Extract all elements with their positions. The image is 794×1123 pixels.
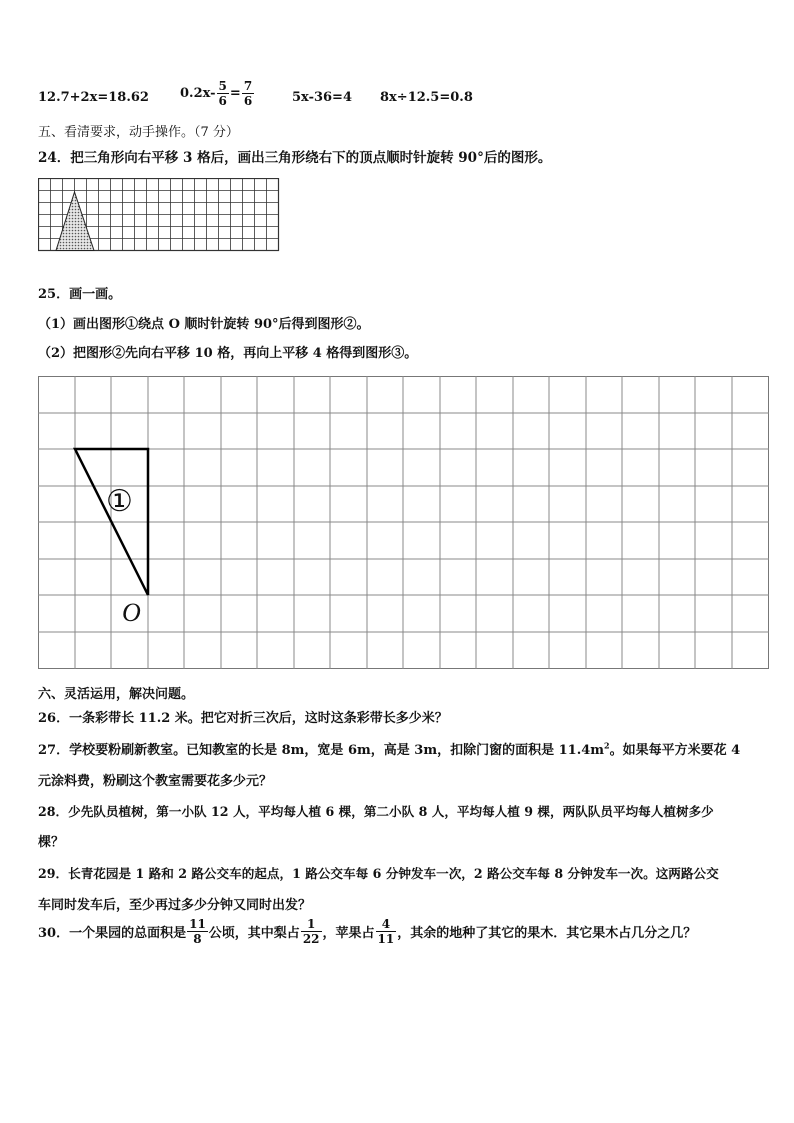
section-6-heading: 六、灵活运用，解决问题。 [38, 687, 195, 702]
question-25-title: 25．画一画。 [38, 287, 122, 302]
question-25-sub-1: （1）画出图形①绕点 O 顺时针旋转 90°后得到图形②。 [38, 317, 370, 332]
question-26-text: 26．一条彩带长 11.2 米。把它对折三次后，这时这条彩带长多少米？ [38, 711, 448, 726]
equation-1: 12.7+2x=18.62 [38, 90, 149, 105]
equation-2-fraction-1: $\frac{5}{6}$ [218, 79, 227, 108]
question-29-line-2: 车同时发车后，至少再过多少分钟又同时出发？ [38, 898, 312, 913]
section-5-heading: 五、看清要求，动手操作。（7 分） [38, 125, 239, 140]
q24-triangle [56, 192, 94, 251]
question-27-line-1: 27．学校要粉刷新教室。已知教室的长是 8m，宽是 6m，高是 3m，扣除门窗的面积是 $11.4m^2$。如果每平方米要花 4 [38, 740, 741, 758]
question-25-sub-2: （2）把图形②先向右平移 10 格，再向上平移 4 格得到图形③。 [38, 346, 418, 361]
q30-fraction-apple: $\frac{4}{11}$ [377, 917, 395, 946]
question-29-line-1: 29．长青花园是 1 路和 2 路公交车的起点，1 路公交车每 6 分钟发车一次，2 路公交车每 8 分钟发车一次。这两路公交 [38, 866, 719, 881]
point-o-label: O [122, 598, 141, 627]
shape-1-label: ① [106, 484, 133, 519]
question-28-line-1: 28．少先队员植树，第一小队 12 人，平均每人植 6 棵，第二小队 8 人，平均每人植 9 棵，两队队员平均每人植树多少 [38, 804, 714, 819]
equation-2-fraction-2: $\frac{7}{6}$ [243, 79, 253, 108]
equation-3: 5x-36=4 [292, 90, 352, 105]
question-30: 30．一个果园的总面积是 $\frac{11}{8}$ 公顷，其中梨占 $\frac{1}{22}$ ，苹果占 $\frac{4}{11}$ ，其余的地种了其它的果木．其它果木占几分之几？ [38, 917, 697, 946]
question-27-line-2: 元涂料费，粉刷这个教室需要花多少元？ [38, 774, 273, 789]
equation-4: 8x÷12.5=0.8 [380, 90, 473, 105]
q25-grid [38, 376, 770, 670]
equation-2-equals: = [229, 86, 241, 101]
q24-grid [38, 178, 280, 252]
equation-2 [180, 80, 255, 107]
q30-fraction-pear: $\frac{1}{22}$ [302, 917, 320, 946]
question-28-line-2: 棵？ [38, 835, 65, 850]
equation-2-prefix: 0.2x- [180, 86, 216, 101]
question-24-text: 24．把三角形向右平移 3 格后，画出三角形绕右下的顶点顺时针旋转 90°后的图形。 [38, 150, 552, 166]
q30-fraction-total-area: $\frac{11}{8}$ [189, 917, 206, 946]
